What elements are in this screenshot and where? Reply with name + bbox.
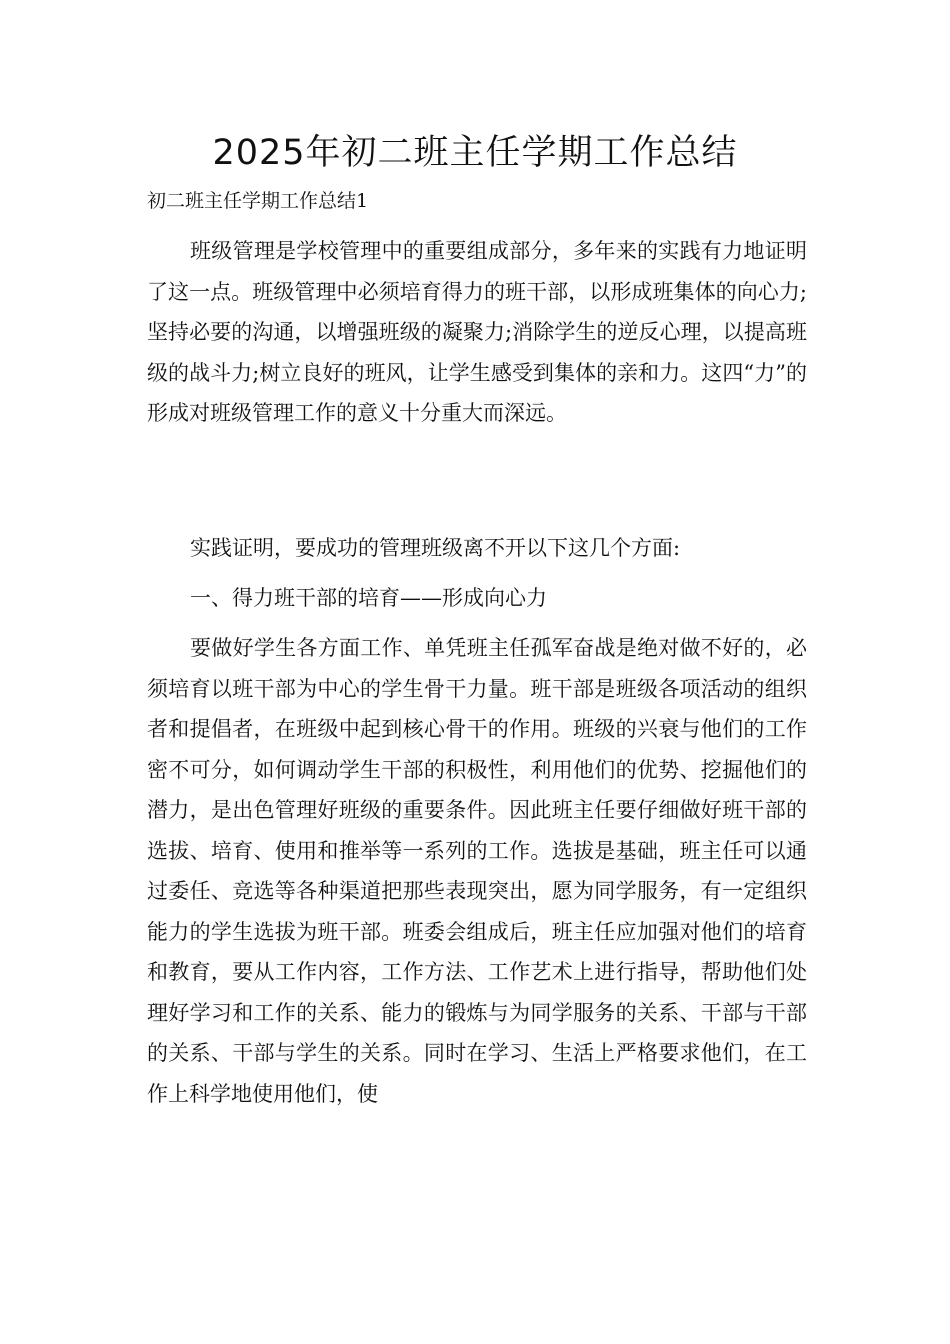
paragraph-intro: 班级管理是学校管理中的重要组成部分，多年来的实践有力地证明了这一点。班级管理中必须培育得力的班干部，以形成班集体的向心力;坚持必要的沟通，以增强班级的凝聚力;消除学生的逆反心理，以提高班级的战斗力;树立良好的班风，让学生感受到集体的亲和力。这四“力”的形成对班级管理工作的意义十分重大而深远。: [147, 239, 807, 425]
section-heading-1: 一、得力班干部的培育——形成向心力: [190, 586, 547, 610]
document-subtitle: 初二班主任学期工作总结1: [147, 190, 369, 212]
document-title: 2025年初二班主任学期工作总结: [212, 133, 738, 173]
paragraph-practice: 实践证明，要成功的管理班级离不开以下这几个方面:: [190, 536, 681, 560]
paragraph-section-1-body: 要做好学生各方面工作、单凭班主任孤军奋战是绝对做不好的，必须培育以班干部为中心的学生骨干力量。班干部是班级各项活动的组织者和提倡者，在班级中起到核心骨干的作用。班级的兴衰与他们的工作密不可分，如何调动学生干部的积极性，利用他们的优势、挖掘他们的潜力，是出色管理好班级的重要条件。因此班主任要仔细做好班干部的选拔、培育、使用和推举等一系列的工作。选拔是基础，班主任可以通过委任、竞选等各种渠道把那些表现突出，愿为同学服务，有一定组织能力的学生选拔为班干部。班委会组成后，班主任应加强对他们的培育和教育，要从工作内容，工作方法、工作艺术上进行指导，帮助他们处理好学习和工作的关系、能力的锻炼与为同学服务的关系、干部与干部的关系、干部与学生的关系。同时在学习、生活上严格要求他们，在工作上科学地使用他们，使: [147, 636, 807, 1106]
